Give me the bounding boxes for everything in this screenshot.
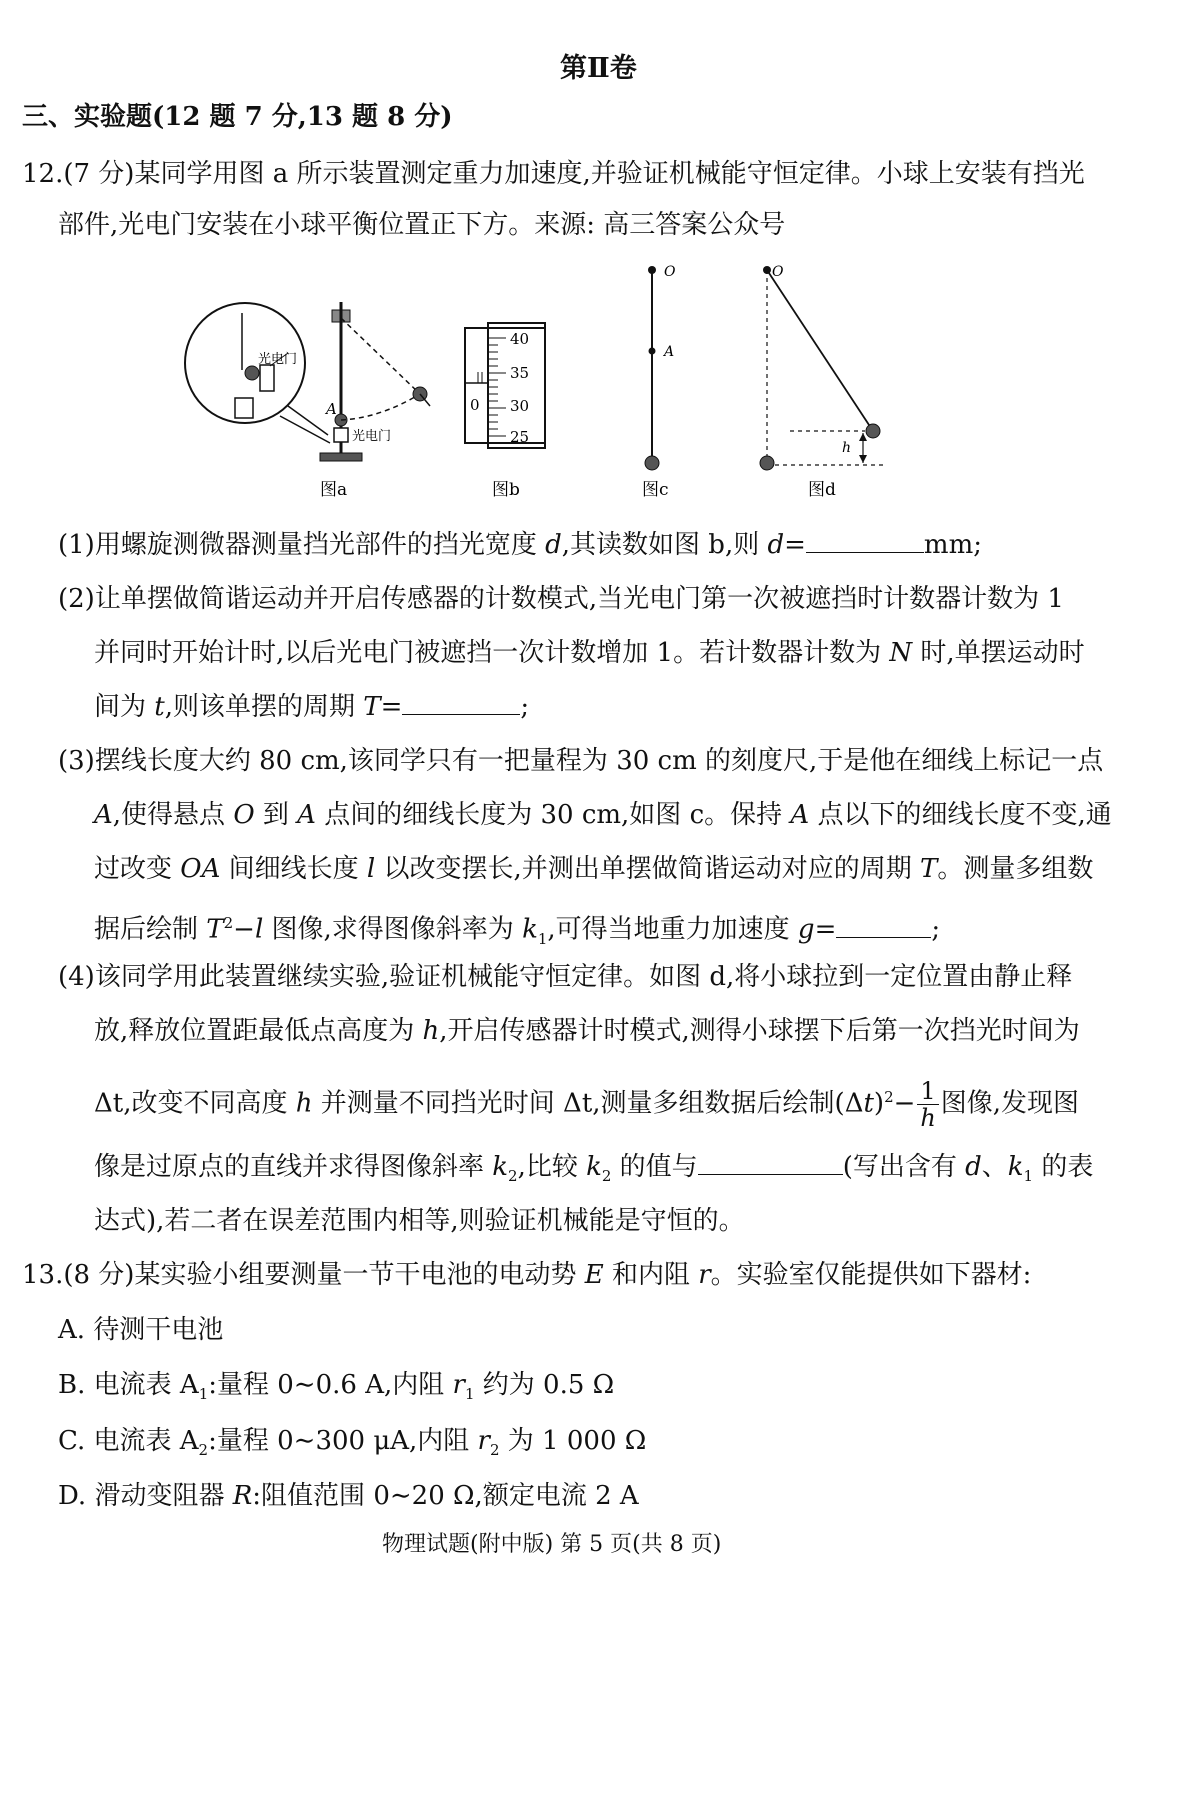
q13-item-c: C. 电流表 $A_2$:量程 0∼300 μA,内阻 $r_2$ 为 1 000 Ω bbox=[58, 1426, 647, 1460]
fig-d-point-h: h bbox=[842, 440, 852, 456]
fig-d-label: 图d bbox=[808, 480, 836, 500]
fig-a bbox=[185, 302, 430, 500]
fig-b bbox=[465, 323, 545, 500]
fig-d-point-o: O bbox=[772, 264, 784, 280]
q12-part3-line3: 过改变 OA 间细线长度 l 以改变摆长,并测出单摆做简谐运动对应的周期 T。测量多组数 bbox=[94, 854, 1094, 884]
q12-part4-line4: 像是过原点的直线并求得图像斜率 $k_2$,比较 $k_2$ 的值与 (写出含有 d、$k_1$ 的表 bbox=[94, 1152, 1094, 1186]
q12-part2-line1: (2)让单摆做简谐运动并开启传感器的计数模式,当光电门第一次被遮挡时计数器计数为 1 bbox=[58, 584, 1064, 614]
section-heading: 三、实验题(12 题 7 分,13 题 8 分) bbox=[22, 102, 453, 132]
q13-line1: 13.(8 分)某实验小组要测量一节干电池的电动势 E 和内阻 r。实验室仅能提供如下器材: bbox=[22, 1260, 1032, 1290]
q13-item-a: A. 待测干电池 bbox=[58, 1315, 224, 1345]
q12-part4-line3: Δt,改变不同高度 h 并测量不同挡光时间 Δt,测量多组数据后绘制$(\Delta t)^2-$ $\frac{1}{h}$ 图像,发现图 bbox=[94, 1077, 1079, 1132]
q12-part2-line3: 间为 t,则该单摆的周期 T= ; bbox=[94, 692, 530, 722]
micrometer-tick-40: 40 bbox=[510, 330, 530, 348]
q13-item-d: D. 滑动变阻器 R:阻值范围 0∼20 Ω,额定电流 2 A bbox=[58, 1481, 639, 1511]
photogate-main-label: 光电门 bbox=[352, 429, 392, 444]
fig-b-label: 图b bbox=[492, 480, 520, 500]
figure-set bbox=[180, 258, 940, 508]
q12-part4-line5: 达式),若二者在误差范围内相等,则验证机械能是守恒的。 bbox=[94, 1206, 745, 1236]
fig-c-label: 图c bbox=[642, 480, 669, 500]
q12-part3-line4: 据后绘制 $T^2-l$ 图像,求得图像斜率为 $k_1$,可得当地重力加速度 g= ; bbox=[94, 914, 941, 948]
fig-d bbox=[760, 264, 885, 500]
fig-c-point-a: A bbox=[664, 344, 675, 360]
micrometer-tick-25: 25 bbox=[510, 428, 530, 446]
q12-part2-line2: 并同时开始计时,以后光电门被遮挡一次计数增加 1。若计数器计数为 N 时,单摆运动时 bbox=[94, 638, 1085, 668]
micrometer-tick-35: 35 bbox=[510, 364, 530, 382]
micrometer-zero: 0 bbox=[470, 396, 480, 414]
q12-part1: (1)用螺旋测微器测量挡光部件的挡光宽度 d,其读数如图 b,则 d= mm; bbox=[58, 530, 982, 560]
fraction-one-over-h: $\frac{1}{h}$ bbox=[917, 1078, 938, 1131]
q13-item-b: B. 电流表 $A_1$:量程 0∼0.6 A,内阻 $r_1$ 约为 0.5 Ω bbox=[58, 1370, 615, 1404]
q12-part4-line2: 放,释放位置距最低点高度为 h,开启传感器计时模式,测得小球摆下后第一次挡光时间为 bbox=[94, 1016, 1080, 1046]
point-a-label: A bbox=[326, 400, 337, 418]
micrometer-tick-30: 30 bbox=[510, 397, 530, 415]
page-footer: 物理试题(附中版) 第 5 页(共 8 页) bbox=[382, 1532, 722, 1557]
fig-a-label: 图a bbox=[320, 480, 348, 500]
page-title: 第Ⅱ卷 bbox=[560, 53, 637, 84]
q12-line1: 12.(7 分)某同学用图 a 所示装置测定重力加速度,并验证机械能守恒定律。小球上安装有挡光 bbox=[22, 159, 1085, 189]
q12-part3-line2: A,使得悬点 O 到 A 点间的细线长度为 30 cm,如图 c。保持 A 点以下的细线长度不变,通 bbox=[94, 800, 1112, 830]
fig-c-point-o: O bbox=[664, 264, 676, 280]
q12-part3-line1: (3)摆线长度大约 80 cm,该同学只有一把量程为 30 cm 的刻度尺,于是他在细线上标记一点 bbox=[58, 746, 1104, 776]
photogate-inset-label: 光电门 bbox=[258, 352, 298, 367]
fig-c bbox=[642, 264, 676, 500]
q12-part4-line1: (4)该同学用此装置继续实验,验证机械能守恒定律。如图 d,将小球拉到一定位置由静止释 bbox=[58, 962, 1073, 992]
q12-line2: 部件,光电门安装在小球平衡位置正下方。来源: 高三答案公众号 bbox=[58, 210, 786, 240]
